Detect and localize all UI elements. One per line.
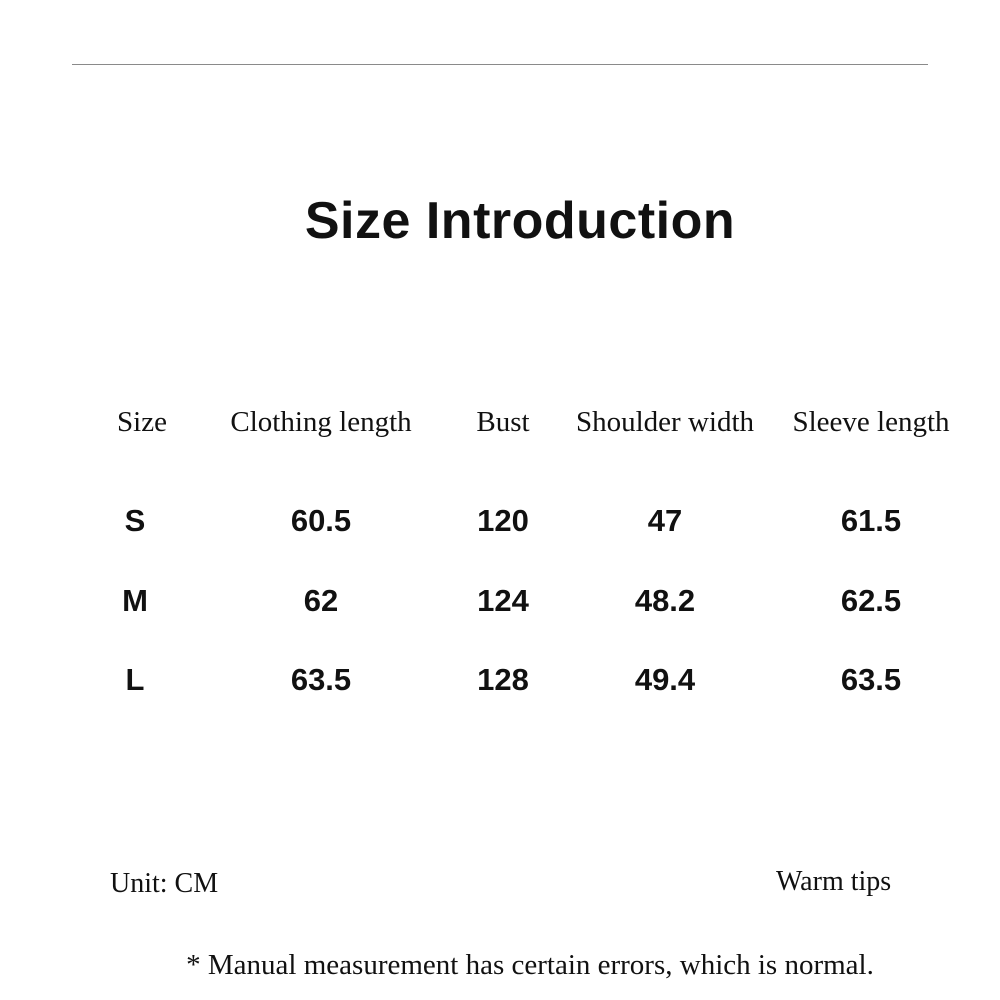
cell-bust: 124 xyxy=(477,583,529,618)
cell-bust: 128 xyxy=(477,662,529,697)
cell-shoulder-width: 47 xyxy=(647,503,683,538)
cell-clothing-length: 63.5 xyxy=(290,662,352,697)
header-bust: Bust xyxy=(476,406,530,438)
unit-label: Unit: CM xyxy=(110,868,219,899)
cell-sleeve-length: 61.5 xyxy=(840,503,902,538)
cell-sleeve-length: 62.5 xyxy=(840,583,902,618)
cell-clothing-length: 60.5 xyxy=(290,503,352,538)
cell-sleeve-length: 63.5 xyxy=(840,662,902,697)
cell-size: S xyxy=(124,503,146,538)
page-title: Size Introduction xyxy=(304,192,736,250)
cell-clothing-length: 62 xyxy=(303,583,339,618)
header-shoulder-width: Shoulder width xyxy=(575,406,755,438)
cell-bust: 120 xyxy=(477,503,529,538)
header-clothing-length: Clothing length xyxy=(230,406,412,438)
header-sleeve-length: Sleeve length xyxy=(792,406,950,438)
measurement-note: * Manual measurement has certain errors, which is normal. xyxy=(186,949,874,981)
top-divider xyxy=(72,64,928,65)
cell-size: L xyxy=(125,662,145,697)
cell-size: M xyxy=(122,583,148,618)
header-size: Size xyxy=(117,406,167,438)
warm-tips-label: Warm tips xyxy=(776,866,892,897)
cell-shoulder-width: 49.4 xyxy=(634,662,696,697)
cell-shoulder-width: 48.2 xyxy=(634,583,696,618)
